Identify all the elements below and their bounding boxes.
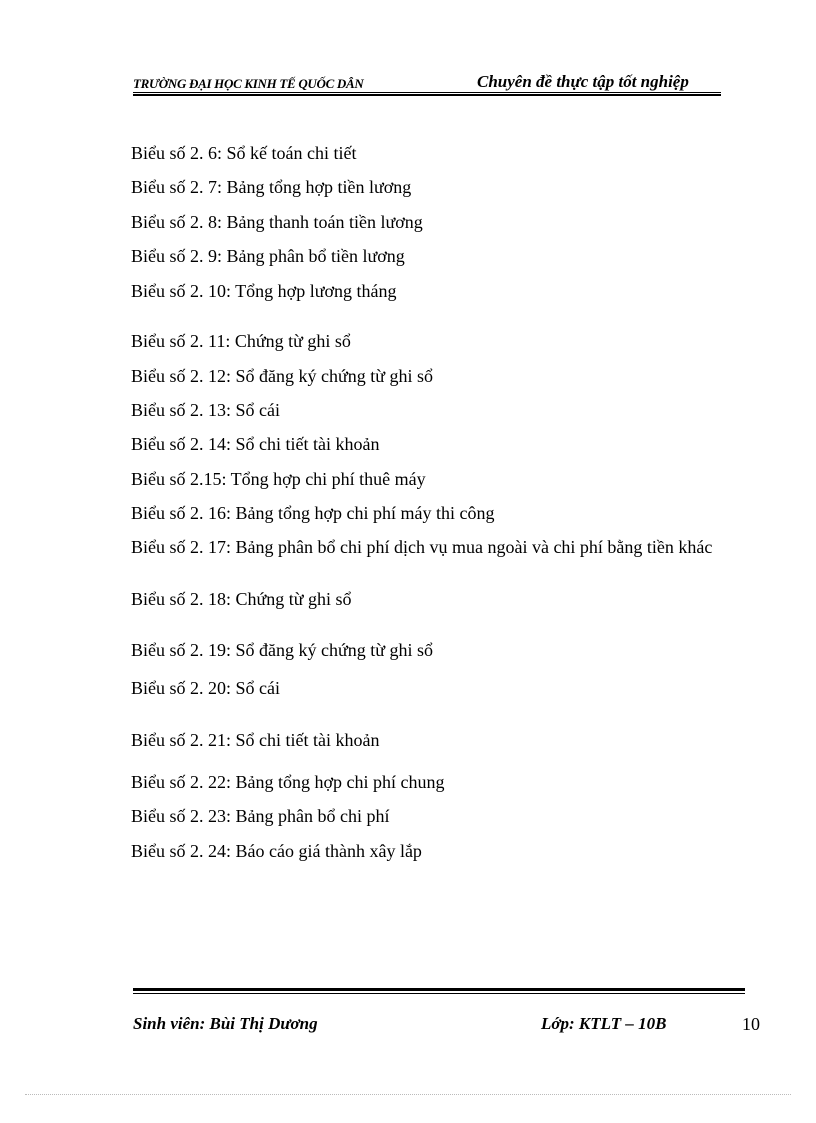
- list-item: Biểu số 2. 18: Chứng từ ghi sổ: [131, 589, 352, 609]
- list-item: Biểu số 2. 7: Bảng tổng hợp tiền lương: [131, 177, 412, 197]
- page-number: 10: [742, 1014, 760, 1034]
- list-item: Biểu số 2. 17: Bảng phân bổ chi phí dịch vụ mua ngoài và chi phí bằng tiền khác: [131, 537, 713, 557]
- list-item: Biểu số 2. 20: Sổ cái: [131, 678, 280, 698]
- list-item: Biểu số 2. 24: Báo cáo giá thành xây lắp: [131, 841, 422, 861]
- list-item: Biểu số 2. 23: Bảng phân bổ chi phí: [131, 806, 390, 826]
- list-item: Biểu số 2. 11: Chứng từ ghi sổ: [131, 331, 351, 351]
- header-divider: [133, 92, 721, 96]
- page-bottom-border: [25, 1094, 791, 1095]
- list-item: Biểu số 2. 9: Bảng phân bổ tiền lương: [131, 246, 405, 266]
- footer-class: Lớp: KTLT – 10B: [541, 1014, 667, 1033]
- list-item: Biểu số 2. 12: Sổ đăng ký chứng từ ghi sổ: [131, 366, 434, 386]
- footer-student: Sinh viên: Bùi Thị Dương: [133, 1014, 318, 1033]
- list-item: Biểu số 2. 19: Sổ đăng ký chứng từ ghi sổ: [131, 640, 434, 660]
- list-item: Biểu số 2. 13: Sổ cái: [131, 400, 280, 420]
- list-item: Biểu số 2. 6: Sổ kế toán chi tiết: [131, 143, 357, 163]
- list-item: Biểu số 2. 16: Bảng tổng hợp chi phí máy thi công: [131, 503, 495, 523]
- list-item: Biểu số 2. 21: Sổ chi tiết tài khoản: [131, 730, 380, 750]
- header-document-title: Chuyên đề thực tập tốt nghiệp: [477, 72, 689, 91]
- footer-divider: [133, 988, 745, 994]
- list-item: Biểu số 2. 8: Bảng thanh toán tiền lương: [131, 212, 423, 232]
- header-university: TRƯỜNG ĐẠI HỌC KINH TẾ QUỐC DÂN: [133, 76, 364, 91]
- list-item: Biểu số 2. 22: Bảng tổng hợp chi phí chung: [131, 772, 445, 792]
- list-item: Biểu số 2.15: Tổng hợp chi phí thuê máy: [131, 469, 426, 489]
- list-item: Biểu số 2. 14: Sổ chi tiết tài khoản: [131, 434, 380, 454]
- list-item: Biểu số 2. 10: Tổng hợp lương tháng: [131, 281, 397, 301]
